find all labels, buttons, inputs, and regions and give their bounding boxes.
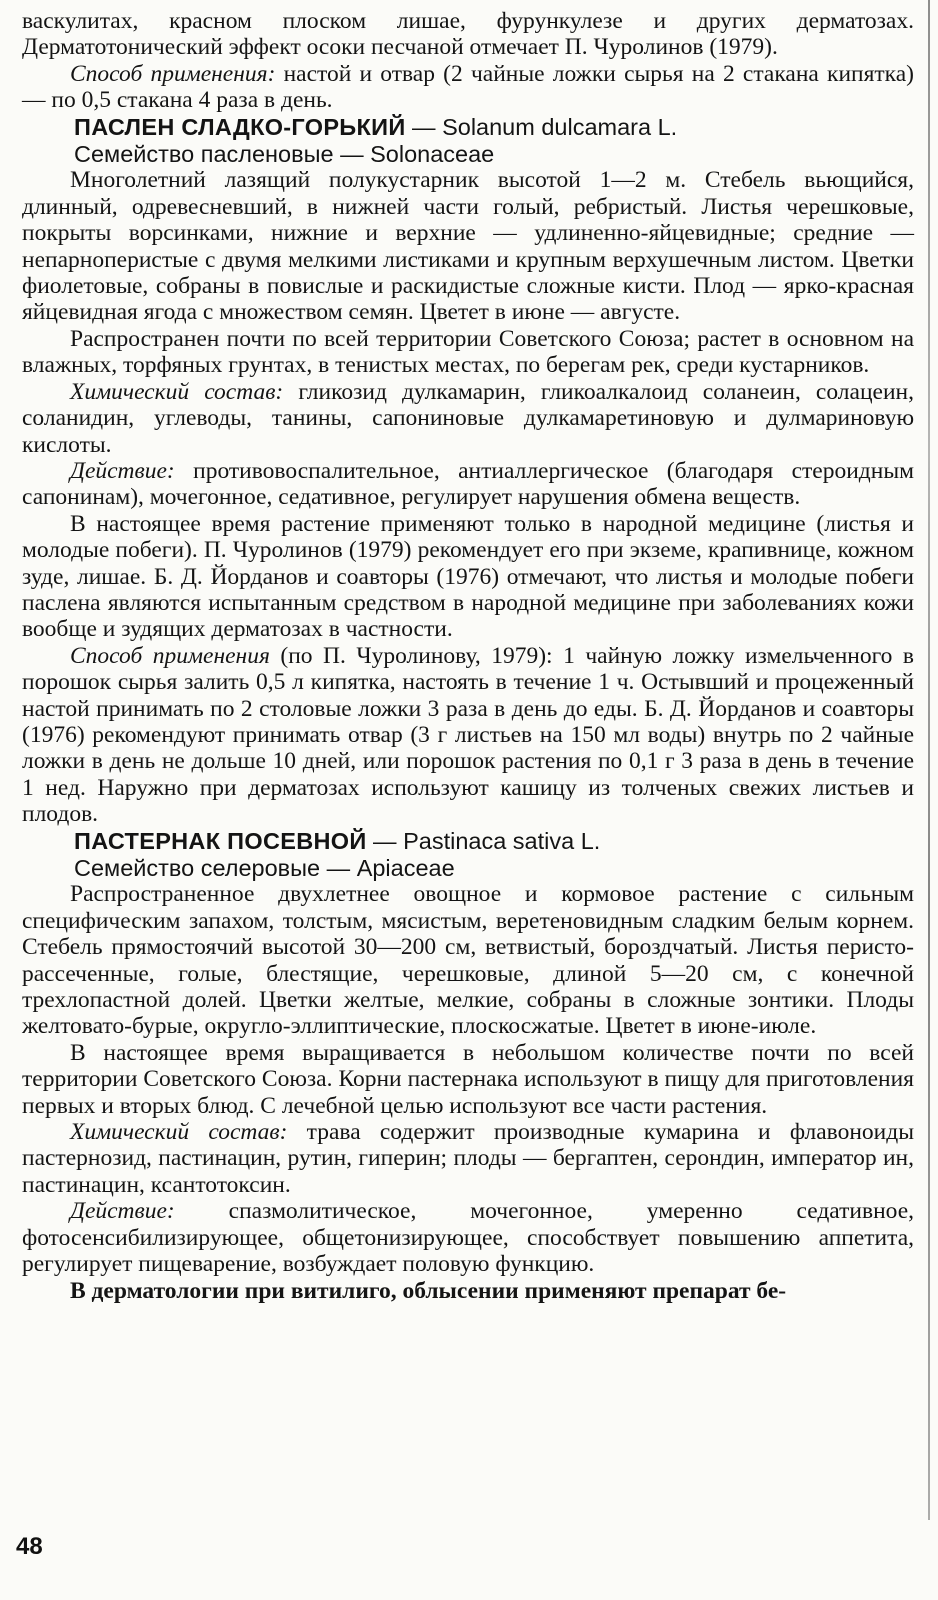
distribution-paragraph: В настоящее время выращивается в небольшом количестве почти по всей территории Советского Союза. Корни пастернака используют в пищу для приготовления первых и вторых блюд. С лечебной целью используют все части растения. bbox=[22, 1039, 914, 1119]
entry-latin: — Pastinaca sativa L. bbox=[366, 827, 601, 854]
method-label: Способ применения bbox=[70, 642, 270, 669]
chemistry-paragraph bbox=[22, 1119, 914, 1198]
chem-label: Химический состав: bbox=[70, 378, 284, 405]
usage-paragraph: В настоящее время растение применяют только в народной медицине (листья и молодые побеги). П. Чуролинов (1979) рекомендует его при экземе, крапивнице, кожном зуде, лишае. Б. Д. Йорданов и соавторы (1976) отмечают, что листья и молодые побеги паслена являются испытанным средством в народной медицине при заболеваниях кожи вообще и зудящих дерматозах в частности. bbox=[22, 510, 914, 643]
action-text: спазмолитическое, мочегонное, умеренно седативное, фотосенсибилизирующее, общетонизирующее, способствует повышению аппетита, регулирует пищеварение, возбуждает половую функцию. bbox=[22, 1198, 914, 1278]
entry-name: ПАСТЕРНАК ПОСЕВНОЙ bbox=[74, 827, 367, 854]
entry-family: Семейство пасленовые — Solonaceae bbox=[74, 141, 495, 168]
distribution-paragraph: Распространен почти по всей территории Советского Союза; растет в основном на влажных, торфяных грунтах, в тенистых местах, по берегам рек, среди кустарников. bbox=[22, 325, 914, 379]
method-label: Способ применения: bbox=[70, 60, 276, 87]
method-text: (по П. Чуролинову, 1979): 1 чайную ложку измельченного в порошок сырья залить 0,5 л кипятка, настоять в течение 1 ч. Остывший и процеженный настой принимать по 2 столовые ложки 3 раза в день до еды. Б. Д. Йорданов и соавторы (1976) рекомендуют принимать отвар (3 г листьев на 150 мл воды) внутрь по 2 чайные ложки в день не дольше 10 дней, или порошок растения по 0,1 г 3 раза в день в течение 1 нед. Наружно при дерматозах используют кашицу из толченых свежих листьев и плодов. bbox=[22, 642, 914, 828]
method-paragraph bbox=[22, 643, 914, 828]
action-text: противовоспалительное, антиаллергическое (благодаря стероидным сапонинам), мочегонное, седативное, регулирует нарушения обмена веществ. bbox=[22, 457, 914, 511]
chem-label: Химический состав: bbox=[70, 1119, 288, 1146]
action-paragraph bbox=[22, 458, 914, 511]
entry-heading-pasternak bbox=[22, 828, 914, 855]
entry-latin: — Solanum dulcamara L. bbox=[405, 113, 678, 140]
chem-text: трава содержит производные кумарина и флавоноиды пастернозид, пастинацин, рутин, гиперин; плоды — бергаптен, серондин, император ин, пастинацин, ксантотоксин. bbox=[22, 1119, 914, 1198]
chem-text: гликозид дулкамарин, гликоалкалоид соланеин, солацеин, соланидин, углеводы, танины, сапониновые дулкамаретиновую и дулмариновую кислоты. bbox=[22, 378, 914, 458]
description-paragraph: Распространенное двухлетнее овощное и кормовое растение с сильным специфическим запахом, толстым, мясистым, веретеновидным сладким белым корнем. Стебель прямостоячий высотой 30—200 см, ветвистый, бороздчатый. Листья перисто-рассеченные, голые, блестящие, черешковые, длиной 5—20 см, с конечной трехлопастной долей. Цветки желтые, мелкие, собраны в сложные зонтики. Плоды желтовато-бурые, округло-эллиптические, плоскосжатые. Цветет в июне-июле. bbox=[22, 881, 914, 1040]
intro-paragraph: васкулитах, красном плоском лишае, фурункулезе и других дерматозах. Дерматотонический эффект осоки песчаной отмечает П. Чуролинов (1979). bbox=[22, 8, 914, 61]
entry-name: ПАСЛЕН СЛАДКО-ГОРЬКИЙ bbox=[74, 113, 406, 140]
method-text: настой и отвар (2 чайные ложки сырья на 2 стакана кипятка) — по 0,5 стакана 4 раза в день. bbox=[22, 60, 914, 114]
page-edge-shadow bbox=[928, 0, 930, 1520]
entry-family: Семейство селеровые — Apiaceae bbox=[74, 855, 455, 881]
intro-method-paragraph bbox=[22, 61, 914, 114]
action-paragraph bbox=[22, 1198, 914, 1277]
chemistry-paragraph bbox=[22, 379, 914, 458]
action-label: Действие: bbox=[70, 457, 175, 484]
action-label: Действие: bbox=[70, 1198, 175, 1225]
page-number: 48 bbox=[16, 1533, 43, 1560]
continued-paragraph: В дерматологии при витилиго, облысении применяют препарат бе- bbox=[70, 1277, 787, 1304]
page-text bbox=[22, 8, 914, 1304]
entry-heading-paslen bbox=[22, 114, 914, 141]
description-paragraph: Многолетний лазящий полукустарник высотой 1—2 м. Стебель вьющийся, длинный, одревесневший, в нижней части голый, ребристый. Листья черешковые, покрыты ворсинками, нижние и верхние — удлиненно-яйцевидные; средние — непарноперистые с двумя мелкими листиками и крупным верхушечным листом. Цветки фиолетовые, собраны в повислые и раскидистые сложные кисти. Плод — ярко-красная яйцевидная ягода с множеством семян. Цветет в июне — августе. bbox=[22, 167, 914, 326]
